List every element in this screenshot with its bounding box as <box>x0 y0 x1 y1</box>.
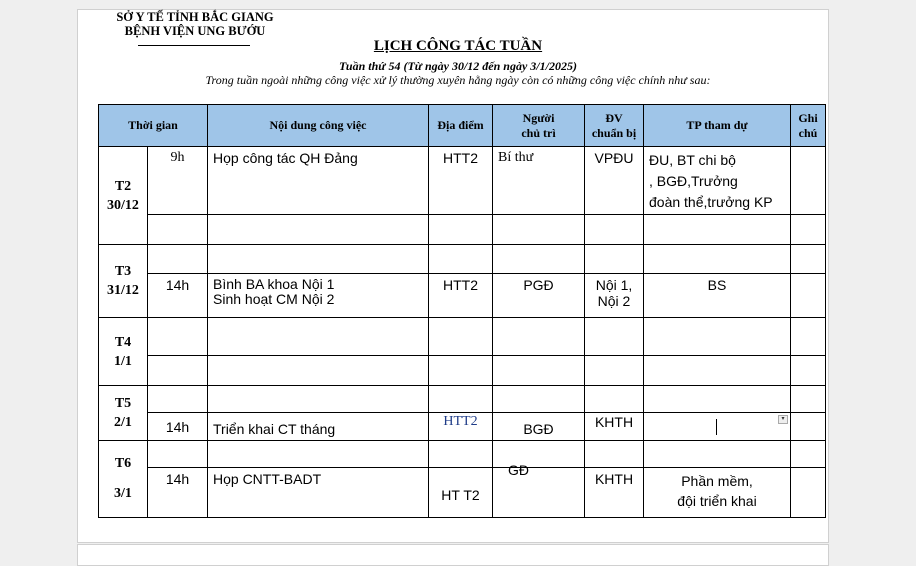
time-cell[interactable] <box>148 386 208 413</box>
col-host-line2: chủ trì <box>521 125 556 140</box>
prep-cell[interactable]: KHTH <box>585 468 644 518</box>
place-cell[interactable] <box>429 318 493 356</box>
intro-text: Trong tuần ngoài những công việc xử lý thường xuyên hằng ngày còn có những công việc chính như sau: <box>205 73 711 87</box>
attendees-cell[interactable] <box>644 245 791 274</box>
place-cell[interactable] <box>429 386 493 413</box>
attendees-line: Phần mềm, <box>681 473 753 489</box>
schedule-title: LỊCH CÔNG TÁC TUẦN <box>373 38 543 54</box>
content-cell[interactable]: Họp công tác QH Đảng <box>208 147 429 215</box>
note-cell[interactable] <box>791 468 826 518</box>
col-host-line1: Người <box>522 110 555 125</box>
host-cell[interactable] <box>493 318 585 356</box>
place-cell[interactable]: HTT2 <box>429 274 493 318</box>
attendees-line: ĐU, BT chi bộ <box>649 152 736 168</box>
day-label: T2 <box>114 178 132 194</box>
day-cell-t3 <box>99 245 148 318</box>
place-cell[interactable]: HTT2 <box>429 147 493 215</box>
note-cell[interactable] <box>791 215 826 245</box>
attendees-cell[interactable] <box>644 318 791 356</box>
prep-line: Nội 1, <box>595 277 633 293</box>
dropdown-icon[interactable]: ▾ <box>778 415 788 424</box>
table-row <box>99 274 826 318</box>
content-cell[interactable] <box>208 245 429 274</box>
prep-cell[interactable] <box>585 318 644 356</box>
place-cell[interactable] <box>429 245 493 274</box>
place-cell[interactable] <box>429 215 493 245</box>
table-row <box>99 147 826 215</box>
note-cell[interactable] <box>791 318 826 356</box>
day-label: T6 <box>114 456 132 471</box>
content-cell[interactable] <box>208 356 429 386</box>
time-cell[interactable]: 14h <box>148 468 208 518</box>
week-subtitle: Tuần thứ 54 (Từ ngày 30/12 đến ngày 3/1/2025) <box>339 59 577 73</box>
col-host <box>493 105 585 147</box>
note-cell[interactable] <box>791 386 826 413</box>
prep-cell[interactable] <box>585 356 644 386</box>
attendees-cell[interactable] <box>644 147 791 215</box>
note-cell[interactable] <box>791 441 826 468</box>
host-cell[interactable] <box>493 356 585 386</box>
host-cell[interactable] <box>493 245 585 274</box>
attendees-cell[interactable] <box>644 386 791 413</box>
attendees-cell[interactable] <box>644 441 791 468</box>
attendees-cell[interactable] <box>644 215 791 245</box>
text-cursor <box>716 419 717 435</box>
content-line: Sinh hoạt CM Nội 2 <box>213 291 335 307</box>
col-note <box>791 105 826 147</box>
day-date: 30/12 <box>107 197 139 213</box>
content-cell[interactable]: Họp CNTT-BADT <box>208 468 429 518</box>
note-cell[interactable] <box>791 245 826 274</box>
attendees-line: đội triển khai <box>677 493 757 509</box>
content-cell[interactable] <box>208 215 429 245</box>
attendees-cell[interactable] <box>644 356 791 386</box>
host-cell[interactable] <box>493 386 585 413</box>
col-note-line1: Ghi <box>798 110 818 125</box>
host-cell[interactable]: BGĐ <box>493 413 585 441</box>
content-line: Bình BA khoa Nội 1 <box>213 276 335 292</box>
place-cell[interactable]: HTT2 <box>429 413 493 441</box>
header-row <box>99 105 826 147</box>
day-date: 31/12 <box>107 283 139 298</box>
prep-cell[interactable] <box>585 274 644 318</box>
place-cell[interactable] <box>429 441 493 468</box>
day-label: T3 <box>114 264 132 279</box>
schedule-table <box>98 104 826 518</box>
prep-cell[interactable] <box>585 441 644 468</box>
note-cell[interactable] <box>791 274 826 318</box>
table-row <box>99 245 826 274</box>
table-row <box>99 441 826 468</box>
prep-cell[interactable] <box>585 215 644 245</box>
day-cell-t4 <box>99 318 148 386</box>
day-date: 2/1 <box>114 415 132 430</box>
host-cell[interactable]: PGĐ <box>493 274 585 318</box>
table-row <box>99 318 826 356</box>
col-prep-line2: chuẩn bị <box>591 125 637 140</box>
prep-line: Nội 2 <box>597 293 631 309</box>
col-place: Địa điểm <box>429 105 493 147</box>
time-cell[interactable] <box>148 215 208 245</box>
col-prep-line1: ĐV <box>605 110 623 125</box>
col-time: Thời gian <box>99 105 208 147</box>
day-label: T4 <box>114 334 132 350</box>
time-cell[interactable]: 14h <box>148 413 208 441</box>
col-content: Nội dung công việc <box>208 105 429 147</box>
day-date: 1/1 <box>114 353 132 369</box>
content-cell[interactable] <box>208 441 429 468</box>
next-page <box>77 544 829 566</box>
org-line-2: BỆNH VIỆN UNG BƯỚU <box>124 24 266 38</box>
col-attendees: TP tham dự <box>644 105 791 147</box>
org-line-1: SỞ Y TẾ TỈNH BẮC GIANG <box>116 10 274 24</box>
table-row <box>99 413 826 441</box>
table-row <box>99 386 826 413</box>
content-cell[interactable] <box>208 318 429 356</box>
day-label: T5 <box>114 396 132 411</box>
place-cell[interactable]: HT T2 <box>429 468 493 518</box>
day-cell-t2 <box>99 147 148 245</box>
note-cell[interactable] <box>791 147 826 215</box>
table-row <box>99 468 826 518</box>
table-row <box>99 215 826 245</box>
day-cell-t6 <box>99 441 148 518</box>
time-cell[interactable] <box>148 441 208 468</box>
time-cell[interactable] <box>148 318 208 356</box>
content-cell[interactable] <box>208 274 429 318</box>
host-cell[interactable]: Bí thư <box>493 147 585 215</box>
attendees-line: , BGĐ,Trưởng <box>649 173 738 189</box>
attendees-cell[interactable] <box>644 468 791 518</box>
day-date: 3/1 <box>114 486 132 501</box>
host-cell[interactable] <box>493 215 585 245</box>
time-cell[interactable] <box>148 245 208 274</box>
attendees-cell[interactable]: BS <box>644 274 791 318</box>
time-cell[interactable] <box>148 356 208 386</box>
prep-cell[interactable]: KHTH <box>585 413 644 441</box>
prep-cell[interactable] <box>585 245 644 274</box>
host-cell[interactable]: GĐ <box>493 462 585 512</box>
col-note-line2: chú <box>798 125 818 140</box>
attendees-line: đoàn thể,trưởng KP <box>649 194 773 210</box>
time-cell[interactable]: 9h <box>148 147 208 215</box>
time-cell[interactable]: 14h <box>148 274 208 318</box>
col-prep <box>585 105 644 147</box>
prep-cell[interactable]: VPĐU <box>585 147 644 215</box>
org-header <box>110 10 280 38</box>
table-row <box>99 356 826 386</box>
day-cell-t5 <box>99 386 148 441</box>
note-cell[interactable] <box>791 356 826 386</box>
place-cell[interactable] <box>429 356 493 386</box>
prep-cell[interactable] <box>585 386 644 413</box>
content-cell[interactable] <box>208 386 429 413</box>
content-cell[interactable]: Triển khai CT tháng <box>208 413 429 441</box>
attendees-cell[interactable] <box>644 413 791 441</box>
note-cell[interactable] <box>791 413 826 441</box>
